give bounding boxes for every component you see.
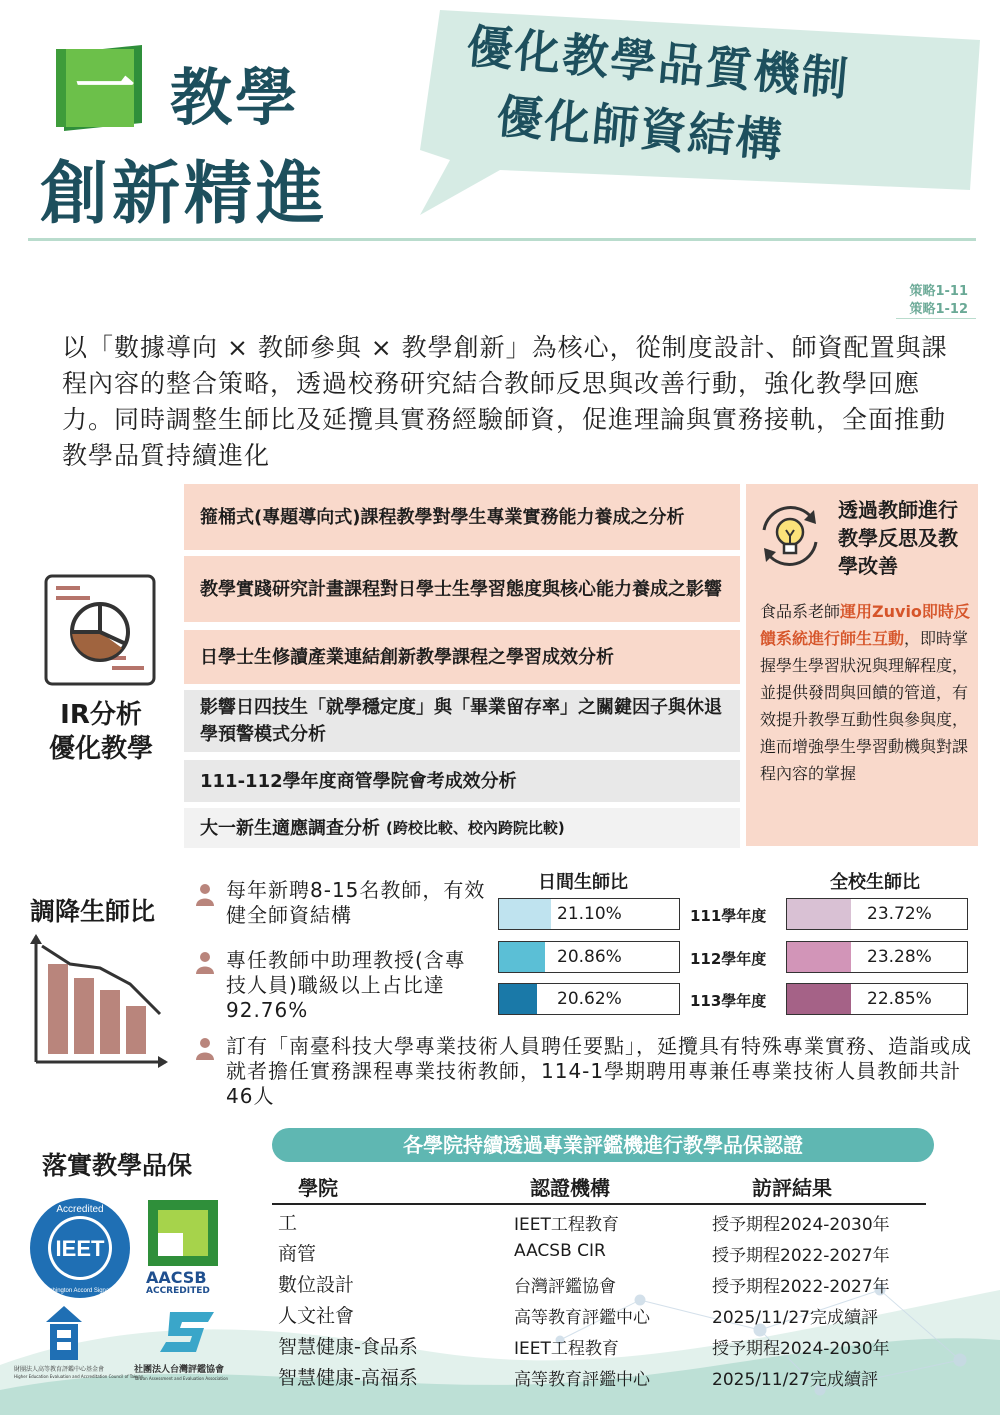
heeact-logo [46, 1306, 82, 1360]
ratio-swatch [499, 899, 551, 929]
column-header-agency: 認證機構 [530, 1176, 610, 1200]
strategy-code: 策略1-11 [909, 284, 968, 299]
svg-text:Accredited: Accredited [56, 1204, 104, 1215]
strategy-code: 策略1-12 [909, 302, 968, 317]
aacsb-logo-subtext: ACCREDITED [146, 1286, 210, 1296]
school-ratio-title: 全校生師比 [830, 872, 920, 893]
school-ratio-value: 23.72% [867, 904, 932, 924]
declining-bar-chart-icon [30, 934, 170, 1068]
school-ratio-value: 23.28% [867, 947, 932, 967]
school-ratio-cell [786, 941, 968, 973]
agency-cell: 高等教育評鑑中心 [514, 1308, 650, 1328]
page-title-line2: 創新精進 [40, 155, 329, 234]
day-ratio-value: 20.86% [557, 947, 622, 967]
college-cell: 商管 [278, 1243, 317, 1265]
agency-cell: IEET工程教育 [514, 1215, 619, 1235]
day-ratio-cell [498, 898, 680, 930]
result-cell: 2025/11/27完成續評 [712, 1370, 878, 1390]
ieet-logo [28, 1196, 132, 1300]
ratio-bullet: 訂有「南臺科技大學專業技術人員聘任要點」，延攬具有特殊專業實務、造詣或成就者擔任實務課程專業技術教師，114-1學期聘用專兼任專業技術人員教師共計46人 [226, 1034, 972, 1108]
ratio-bullet: 專任教師中助理教授(含專技人員)職級以上占比達92.76% [226, 948, 466, 1022]
college-cell: 智慧健康-食品系 [278, 1336, 418, 1358]
agency-cell: AACSB CIR [514, 1241, 606, 1261]
reflection-title: 透過教師進行教學反思及教學改善 [838, 498, 958, 578]
agency-cell: IEET工程教育 [514, 1339, 619, 1359]
result-cell: 2025/11/27完成續評 [712, 1308, 878, 1328]
result-cell: 授予期程2024-2030年 [712, 1215, 890, 1235]
ratio-swatch [787, 984, 851, 1014]
person-bullet-icon [196, 1038, 214, 1060]
result-cell: 授予期程2024-2030年 [712, 1339, 890, 1359]
college-cell: 數位設計 [278, 1274, 355, 1296]
twaea-logo [160, 1308, 216, 1354]
column-header-result: 訪評結果 [752, 1176, 832, 1200]
school-ratio-value: 22.85% [867, 989, 932, 1009]
column-header-college: 學院 [298, 1176, 338, 1200]
table-divider [272, 1203, 926, 1205]
year-label: 113學年度 [690, 992, 767, 1010]
day-ratio-value: 20.62% [557, 989, 622, 1009]
agency-cell: 台灣評鑑協會 [514, 1277, 616, 1297]
day-ratio-cell [498, 941, 680, 973]
header-divider [28, 238, 976, 241]
page-title-line1: 教學 [170, 61, 301, 134]
lightbulb-cycle-icon [754, 500, 826, 572]
svg-text:Washington Accord Signatory: Washington Accord Signatory [40, 1288, 120, 1294]
aacsb-logo-text: AACSB [146, 1268, 207, 1287]
ir-label: IR分析 優化教學 [48, 700, 153, 764]
school-ratio-cell [786, 983, 968, 1015]
result-cell: 授予期程2022-2027年 [712, 1246, 890, 1266]
result-cell: 授予期程2022-2027年 [712, 1277, 890, 1297]
strategy-divider [896, 318, 976, 319]
ratio-swatch [787, 899, 851, 929]
svg-text:IEET: IEET [55, 1236, 105, 1261]
ratio-swatch [499, 984, 537, 1014]
reflection-body: 食品系老師運用Zuvio即時反饋系統進行師生互動，即時掌握學生學習狀況與理解程度，並提供發問與回饋的管道，有效提升教學互動性與參與度，進而增強學生學習動機與對課程內容的掌握 [760, 602, 970, 783]
day-ratio-cell [498, 983, 680, 1015]
bubble-line2: 優化師資結構 [494, 88, 787, 168]
ir-item: 影響日四技生「就學穩定度」與「畢業留存率」之關鍵因子與休退學預警模式分析 [184, 690, 740, 752]
twaea-name-en: Taiwan Assessment and Evaluation Association [134, 1376, 229, 1381]
person-bullet-icon [196, 884, 214, 906]
intro-paragraph: 以「數據導向 × 教師參與 × 教學創新」為核心，從制度設計、師資配置與課程內容的整合策略，透過校務研究結合教師反思與改善行動，強化教學回應力。同時調整生師比及延攬具實務經驗師資，促進理論與實務接軌，全面推動教學品質持續進化 [62, 333, 948, 470]
bubble-line1: 優化教學品質機制 [464, 18, 852, 107]
day-ratio-value: 21.10% [557, 904, 622, 924]
ir-item: 111-112學年度商管學院會考成效分析 [184, 760, 740, 802]
person-bullet-icon [196, 952, 214, 974]
ratio-section-label: 調降生師比 [30, 897, 156, 926]
year-label: 111學年度 [690, 907, 767, 925]
ir-item: 大一新生適應調查分析 (跨校比較、校內跨院比較) [184, 808, 740, 848]
accreditation-banner: 各學院持續透過專業評鑑機進行教學品保認證 [272, 1128, 934, 1162]
ratio-swatch [787, 942, 851, 972]
twaea-name: 社團法人台灣評鑑協會 [134, 1365, 225, 1375]
college-cell: 人文社會 [278, 1305, 355, 1327]
pie-chart-document-icon [44, 574, 156, 686]
aacsb-logo-mark [148, 1200, 218, 1266]
heeact-name-en: Higher Education Evaluation and Accreditation Council of Taiwan [14, 1374, 144, 1379]
ir-item: 教學實踐研究計畫課程對日學士生學習態度與核心能力養成之影響 [184, 556, 740, 622]
heeact-name: 財團法人高等教育評鑑中心基金會 [14, 1366, 105, 1373]
ir-item: 日學士生修讀產業連結創新教學課程之學習成效分析 [184, 630, 740, 684]
college-cell: 工 [278, 1212, 298, 1234]
school-ratio-cell [786, 898, 968, 930]
agency-cell: 高等教育評鑑中心 [514, 1370, 650, 1390]
quality-section-label: 落實教學品保 [42, 1151, 193, 1180]
day-ratio-title: 日間生師比 [538, 872, 628, 893]
section-number: 一 [75, 53, 135, 123]
ratio-swatch [499, 942, 545, 972]
year-label: 112學年度 [690, 950, 767, 968]
ratio-bullet: 每年新聘8-15名教師，有效健全師資結構 [226, 878, 486, 927]
college-cell: 智慧健康-高福系 [278, 1367, 418, 1389]
ir-item: 箍桶式(專題導向式)課程教學對學生專業實務能力養成之分析 [184, 484, 740, 550]
